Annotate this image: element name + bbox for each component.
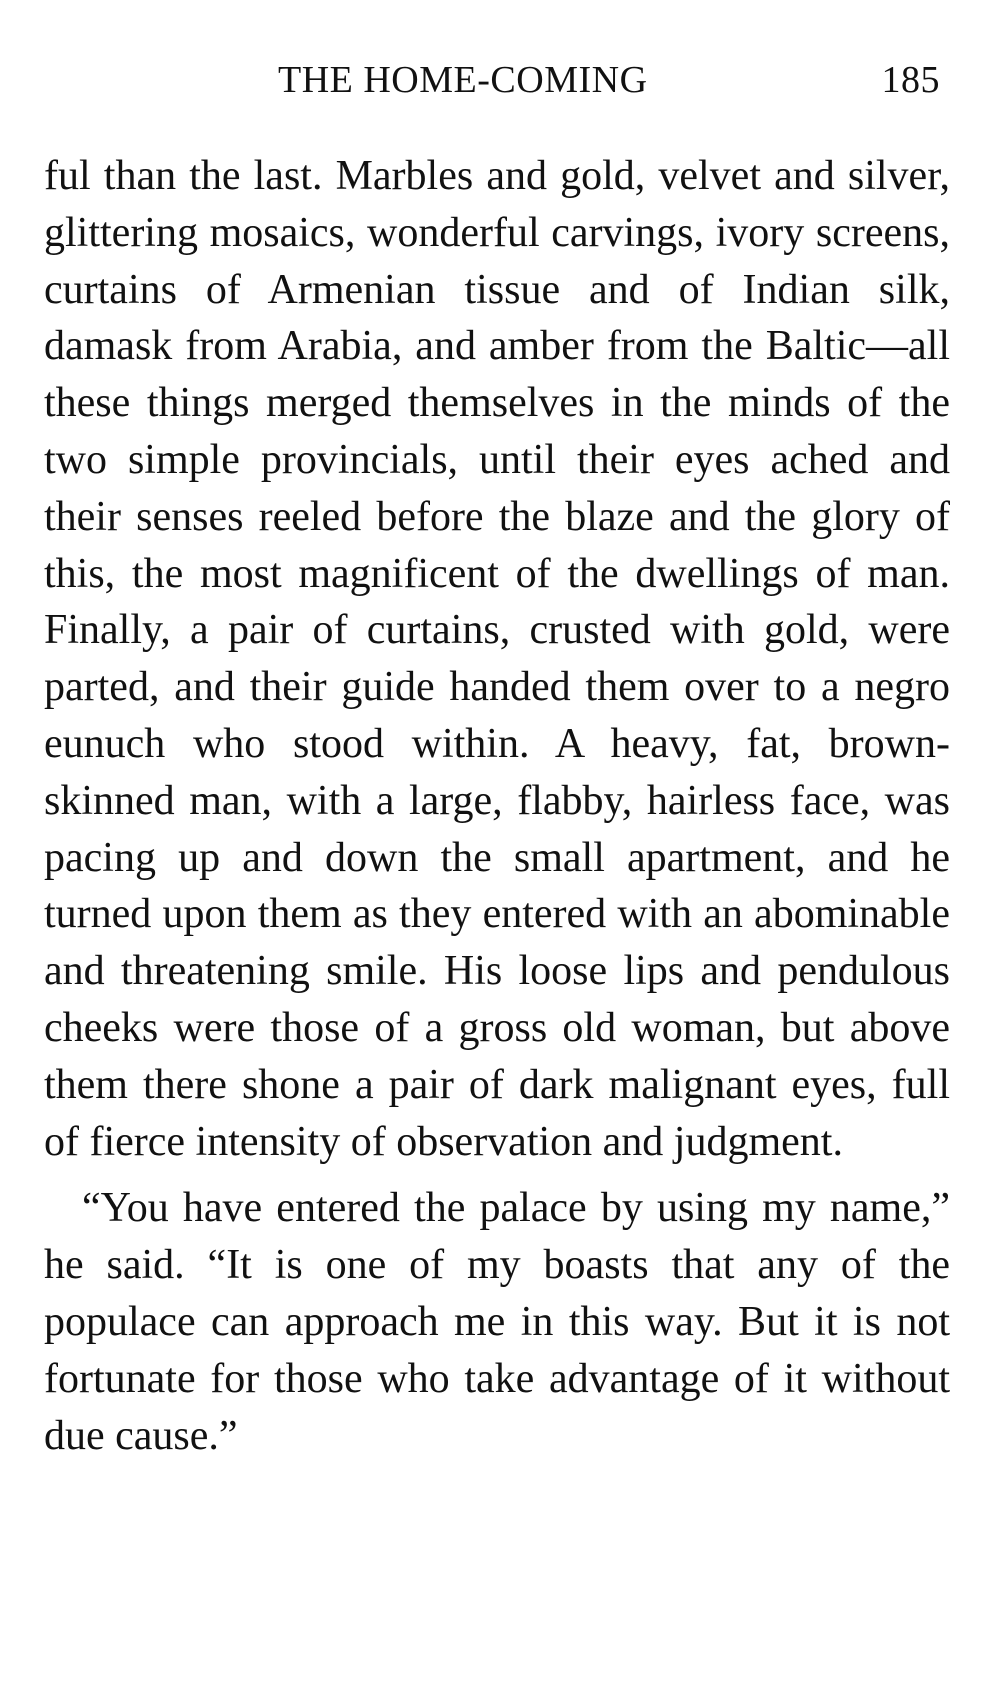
page-header xyxy=(44,52,950,108)
page-number: 185 xyxy=(881,59,940,101)
book-page xyxy=(44,52,950,1464)
running-title: THE HOME-COMING xyxy=(278,59,648,101)
paragraph: ful than the last. Marbles and gold, velvet and silver, glittering mosaics, wonderful carvings, ivory screens, curtains of Armenian tissue and of Indian silk, damask from Arabia, and amber from the Baltic—all these things merged themselves in the minds of the two simple provincials, until their eyes ached and their senses reeled before the blaze and the glory of this, the most magnificent of the dwellings of man. Finally, a pair of curtains, crusted with gold, were parted, and their guide handed them over to a negro eunuch who stood within. A heavy, fat, brown-skinned man, with a large, flabby, hairless face, was pacing up and down the small apartment, and he turned upon them as they entered with an abominable and threatening smile. His loose lips and pendulous cheeks were those of a gross old woman, but above them there shone a pair of dark malignant eyes, full of fierce intensity of observation and judgment. xyxy=(44,153,950,1165)
paragraph: “You have entered the palace by using my name,” he said. “It is one of my boasts that any of the populace can approach me in this way. But it is not fortunate for those who take advantage of it without due cause.” xyxy=(44,1185,950,1459)
body-text xyxy=(44,148,950,1464)
